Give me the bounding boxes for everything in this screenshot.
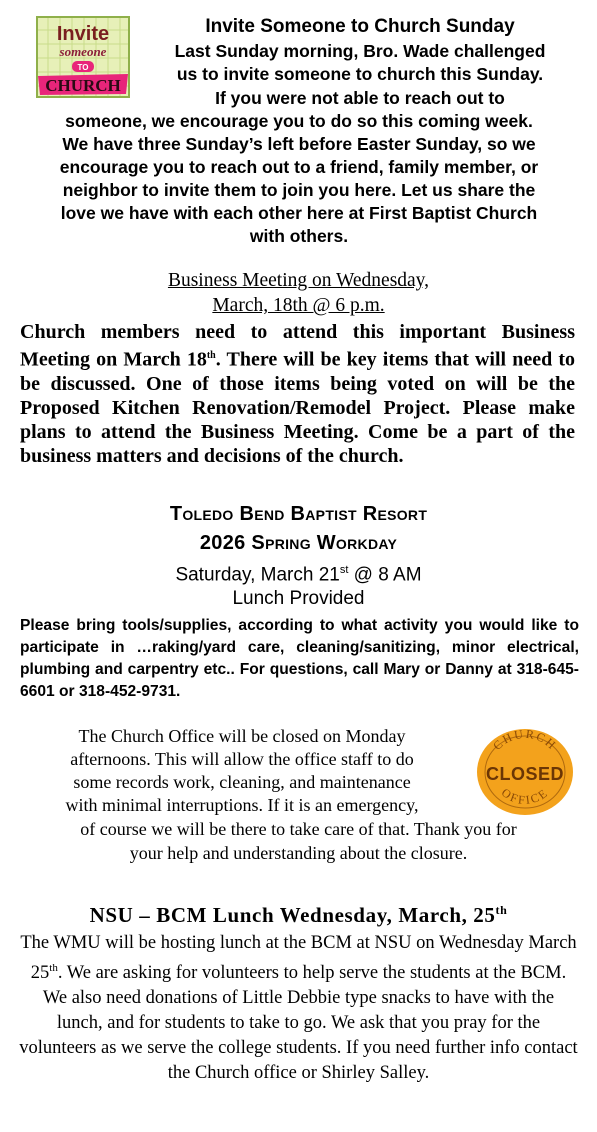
office-text-line: of course we will be there to take care of that. Thank you for [80,819,517,839]
nsu-bcm-lunch-section [0,896,597,1086]
business-meeting-section [0,268,597,468]
svg-text:someone: someone [59,44,107,59]
workday-body: Please bring tools/supplies, according to what activity you would like to participate in …raking/yard care, cleaning/sanitizing, minor electrical, plumbing and carpentry etc.. For questions, call Mary or Danny at 318-645-6601 or 318-452-9731. [20,617,579,701]
invite-text-line: love we have with each other here at First Baptist Church [60,203,538,223]
svg-text:CHURCH: CHURCH [490,726,560,753]
church-office-closed-icon [474,726,576,816]
invite-text-line: with others. [249,226,349,246]
office-text-line: The Church Office will be closed on Monday [78,726,406,746]
business-meeting-heading: Business Meeting on Wednesday, [167,270,430,291]
invite-title: Invite Someone to Church Sunday [205,16,515,37]
invite-text-line: neighbor to invite them to join you here. Let us share the [62,180,536,200]
workday-subtitle: 2026 Spring Workday [199,532,398,554]
invite-text-line: Last Sunday morning, Bro. Wade challenged [174,41,546,61]
invite-text-line: someone, we encourage you to do so this coming week. [65,111,533,131]
office-text-line: with minimal interruptions. If it is an emergency, [65,795,419,815]
office-text-line: afternoons. This will allow the office staff to do [70,749,414,769]
office-text-line: some records work, cleaning, and maintenance [73,772,411,792]
svg-text:OFFICE: OFFICE [498,785,552,808]
svg-text:TO: TO [77,63,89,72]
business-meeting-body: Church members need to attend this important Business Meeting on March 18th. There will be key items that will need to be discussed. One of those items being voted on will be the Proposed Kitchen Renovation/Remodel Project. Please make plans to attend the Business Meeting. Come be a part of the business matters and decisions of the church. [20,321,575,467]
invite-someone-to-church-logo [36,16,130,98]
svg-text:CLOSED: CLOSED [485,764,565,784]
workday-date: Saturday, March 21st @ 8 AM [175,564,422,586]
nsu-bcm-lunch-title: NSU – BCM Lunch Wednesday, March, 25th [89,903,508,927]
invite-text-line: We have three Sunday’s left before Easter Sunday, so we [62,134,536,154]
invite-text-line: encourage you to reach out to a friend, family member, or [59,157,539,177]
office-text-line: your help and understanding about the closure. [129,843,468,863]
invite-text-line: If you were not able to reach out to [215,88,505,108]
svg-text:Invite: Invite [56,23,110,45]
nsu-bcm-lunch-body: The WMU will be hosting lunch at the BCM at NSU on Wednesday March 25th. We are asking for volunteers to help serve the students at the BCM. We also need donations of Little Debbie type snacks to have with the lunch, and for students to take to go. We ask that you pray for the volunteers as we serve the college students. If you need further info contact the Church office or Shirley Salley. [19,933,578,1084]
workday-title: Toledo Bend Baptist Resort [169,503,428,525]
workday-lunch: Lunch Provided [232,588,365,610]
workday-section [0,500,597,703]
invite-text-line: us to invite someone to church this Sunday. [176,64,544,84]
business-meeting-date: March, 18th @ 6 p.m. [212,295,385,316]
svg-text:CHURCH: CHURCH [45,76,121,95]
